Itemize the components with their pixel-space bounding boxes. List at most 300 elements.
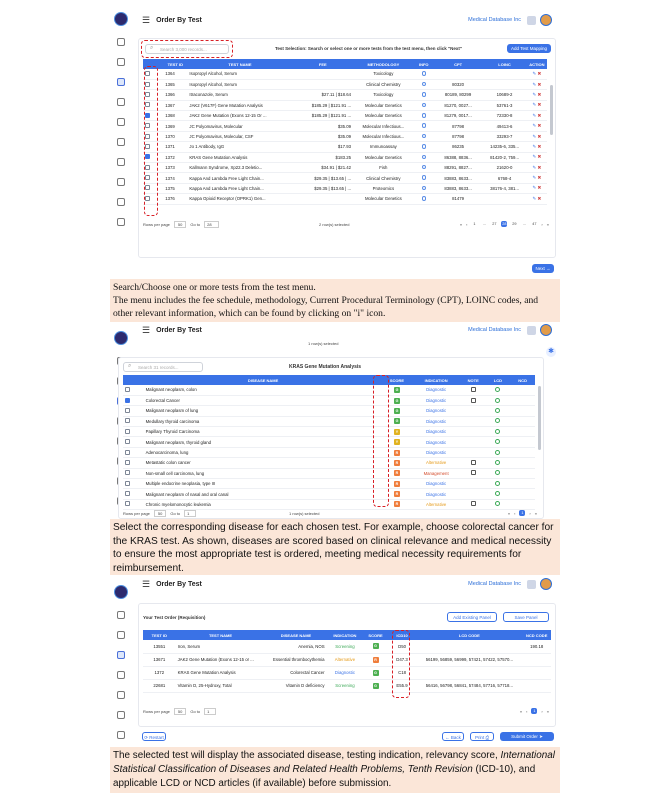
loinc: 38176-4, 381...	[482, 183, 526, 193]
loinc	[482, 194, 526, 204]
column-header[interactable]: METHODOLOGY	[353, 59, 414, 69]
info-cell	[414, 173, 434, 183]
lcd-check-icon[interactable]	[495, 398, 500, 403]
checkbox-cell	[123, 447, 144, 457]
methodology: Molecular Genetics	[353, 152, 414, 162]
ncd-cell	[510, 479, 535, 489]
info-cell	[414, 90, 434, 100]
loinc: 21620-0	[482, 163, 526, 173]
help-icon[interactable]	[117, 218, 125, 226]
info-icon[interactable]	[422, 155, 427, 160]
info-icon[interactable]	[422, 196, 427, 201]
reports-icon[interactable]	[117, 691, 125, 699]
add-test-mapping-button[interactable]: Add Test Mapping	[507, 44, 551, 53]
ncd-code: 190.18	[522, 640, 551, 653]
fee: $185.29 | $121.91 ...	[292, 111, 353, 121]
lcd-check-icon[interactable]	[495, 470, 500, 475]
column-header[interactable]: SCORE	[383, 375, 412, 385]
disease-search-input[interactable]: ⌕ Search 31 records...	[123, 362, 203, 372]
row-checkbox[interactable]	[125, 387, 130, 392]
row-checkbox[interactable]	[125, 429, 130, 434]
loinc: 81420-2, 759...	[482, 152, 526, 162]
first-page-icon[interactable]: «	[459, 221, 463, 227]
edit-icon[interactable]: ✎	[532, 70, 538, 76]
info-cell	[414, 142, 434, 152]
row-checkbox[interactable]	[125, 501, 130, 506]
lcd-check-icon[interactable]	[495, 418, 500, 423]
lcd-check-icon[interactable]	[495, 408, 500, 413]
info-cell	[414, 69, 434, 79]
delete-icon[interactable]: ✖	[537, 164, 542, 170]
edit-icon[interactable]: ✎	[532, 195, 538, 201]
first-page-icon[interactable]: «	[519, 708, 523, 714]
column-header[interactable]: NOTE	[461, 375, 486, 385]
disease-name: Malignant neoplasm, colon	[144, 385, 383, 395]
table-row[interactable]	[143, 679, 551, 692]
page-1[interactable]: 1	[533, 709, 536, 713]
rows-per-page-select[interactable]: 50	[174, 708, 186, 715]
row-checkbox[interactable]	[125, 450, 130, 455]
column-header[interactable]: LOINC	[482, 59, 526, 69]
indication: Screening	[327, 679, 364, 692]
info-cell	[414, 183, 434, 193]
page-29[interactable]: 29	[512, 222, 517, 226]
info-icon[interactable]	[422, 134, 427, 139]
delete-icon[interactable]: ✖	[537, 102, 542, 108]
lcd-check-icon[interactable]	[495, 460, 500, 465]
lcd-cell	[486, 437, 511, 447]
users-icon[interactable]	[117, 731, 125, 739]
table-row[interactable]	[143, 666, 551, 679]
disease-name: Essential thrombocythemia	[265, 653, 326, 666]
avatar[interactable]	[540, 324, 552, 336]
save-panel-button[interactable]: Save Panel	[503, 612, 549, 622]
disease-name: Anemia, NOS	[265, 640, 326, 653]
note-icon[interactable]	[471, 501, 476, 506]
test-table-card	[138, 38, 556, 258]
last-page-icon[interactable]: »	[534, 510, 537, 516]
action-cell	[527, 90, 547, 100]
search-input[interactable]: ⌕ Search 3,000 records...	[145, 44, 229, 54]
disease-name: Non-small cell carcinoma, lung	[144, 468, 383, 478]
cpt: 81270, 0027...	[434, 100, 482, 110]
table-row[interactable]	[123, 395, 535, 405]
delete-icon[interactable]: ✖	[537, 175, 542, 181]
panel-requisition	[108, 577, 560, 747]
cpt: 86388, 8836...	[434, 152, 482, 162]
test-name: JAK2 Gene Mutation (Exons 12-15 or ...	[176, 653, 266, 666]
lcd-cell	[486, 479, 511, 489]
methodology: Toxicology	[353, 90, 414, 100]
next-page-icon[interactable]: ›	[529, 510, 531, 516]
row-checkbox[interactable]	[125, 418, 130, 423]
table-row[interactable]	[143, 79, 547, 89]
action-cell	[527, 79, 547, 89]
test-id: 22681	[143, 679, 176, 692]
table-row[interactable]	[143, 194, 547, 204]
table-row[interactable]	[143, 131, 547, 141]
rows-per-page	[123, 510, 196, 517]
caption-3-text-2: (ICD-10), and applicable LCD or NCD articles (if available) before submission.	[113, 764, 536, 789]
submit-order-button[interactable]: Submit Order ➤	[500, 732, 554, 741]
edit-icon[interactable]: ✎	[532, 133, 538, 139]
rows-per-page-select[interactable]: 50	[154, 510, 166, 517]
rows-per-page-select[interactable]: 50	[174, 221, 186, 228]
delete-icon[interactable]: ✖	[537, 70, 542, 76]
note-icon[interactable]	[471, 387, 476, 392]
table-row[interactable]	[143, 173, 547, 183]
info-icon[interactable]	[422, 82, 427, 87]
menu-icon[interactable]: ☰	[142, 578, 151, 589]
edit-icon[interactable]: ✎	[532, 175, 538, 181]
row-checkbox[interactable]	[125, 491, 130, 496]
lcd-check-icon[interactable]	[495, 387, 500, 392]
page-1[interactable]: 1	[521, 511, 524, 515]
table-row[interactable]	[143, 183, 547, 193]
table-row[interactable]	[123, 416, 535, 426]
methodology: Clinical Chemistry	[353, 79, 414, 89]
table-row[interactable]	[123, 385, 535, 395]
lcd-cell	[486, 499, 511, 509]
settings-icon[interactable]	[117, 711, 125, 719]
avatar[interactable]	[540, 14, 552, 26]
test-menu-icon[interactable]	[117, 78, 125, 86]
test-name: Kappa Opioid Receptor (OPRK1) Gen...	[187, 194, 292, 204]
page-title: Order By Test	[156, 326, 202, 334]
delete-icon[interactable]: ✖	[537, 123, 542, 129]
test-id: 1374	[163, 173, 187, 183]
table-row[interactable]	[123, 437, 535, 447]
column-header[interactable]: SCORE	[363, 630, 387, 640]
row-checkbox[interactable]	[125, 398, 130, 403]
add-existing-panel-button[interactable]: Add Existing Panel	[447, 612, 497, 622]
checkbox-cell	[123, 395, 144, 405]
table-row[interactable]	[123, 458, 535, 468]
lcd-check-icon[interactable]	[495, 491, 500, 496]
table-row[interactable]	[143, 111, 547, 121]
table-row[interactable]	[143, 69, 547, 79]
section-title: Your Test Order (Requisition)	[143, 615, 206, 620]
table-row[interactable]	[143, 640, 551, 653]
column-header[interactable]: NCD CODE	[522, 630, 551, 640]
column-header[interactable]: ACTION	[527, 59, 547, 69]
column-header[interactable]: TEST ID	[143, 630, 176, 640]
column-header[interactable]: CPT	[434, 59, 482, 69]
info-icon[interactable]	[422, 92, 427, 97]
users-icon[interactable]	[117, 158, 125, 166]
table-row[interactable]	[123, 427, 535, 437]
column-header[interactable]: ICD10	[388, 630, 417, 640]
delete-icon[interactable]: ✖	[537, 195, 542, 201]
notification-icon[interactable]	[527, 16, 536, 25]
scrollbar[interactable]	[538, 386, 541, 450]
last-page-icon[interactable]: »	[546, 708, 549, 714]
table-row[interactable]	[123, 479, 535, 489]
page-title: Order By Test	[156, 16, 202, 24]
test-name: Isopropyl Alcohol, Serum	[187, 79, 292, 89]
column-header[interactable]: NCD	[510, 375, 535, 385]
avatar[interactable]	[540, 578, 552, 590]
table-row[interactable]	[143, 121, 547, 131]
patients-icon[interactable]	[117, 98, 125, 106]
note-icon[interactable]	[471, 398, 476, 403]
methodology: Toxicology	[353, 69, 414, 79]
disease-name: Colorectal Cancer	[144, 395, 383, 405]
page-47[interactable]: 47	[532, 222, 537, 226]
methodology: Proteomics	[353, 183, 414, 193]
pagination	[508, 510, 537, 516]
print-button[interactable]: Print ⎙	[470, 732, 494, 741]
goto-label: Go to	[190, 709, 201, 714]
test-menu-icon[interactable]	[117, 651, 125, 659]
page-28[interactable]: 28	[502, 222, 507, 226]
test-id: 13671	[143, 653, 176, 666]
lcd-check-icon[interactable]	[495, 439, 500, 444]
checkbox-cell	[123, 427, 144, 437]
ncd-cell	[510, 447, 535, 457]
lcd-code: 56199, 56859, 56999, 57421, 57422, 57570...	[416, 653, 522, 666]
column-header[interactable]: DISEASE NAME	[265, 630, 326, 640]
disease-name: Malignant neoplasm of nasal and oral canal	[144, 489, 383, 499]
edit-icon[interactable]: ✎	[532, 143, 538, 149]
caption-step-3	[110, 747, 560, 793]
test-id: 1372	[163, 152, 187, 162]
lcd-cell	[486, 427, 511, 437]
score-badge: G	[374, 670, 377, 675]
test-id: 13551	[143, 640, 176, 653]
column-header[interactable]: FEE	[292, 59, 353, 69]
test-id: 1375	[163, 183, 187, 193]
row-checkbox[interactable]	[125, 470, 130, 475]
lcd-check-icon[interactable]	[495, 450, 500, 455]
info-icon[interactable]	[422, 186, 427, 191]
reports-icon[interactable]	[117, 118, 125, 126]
column-header[interactable]: INDICATION	[327, 630, 364, 640]
checkbox-cell	[123, 437, 144, 447]
test-id: 1376	[163, 194, 187, 204]
note-icon[interactable]	[471, 470, 476, 475]
edit-icon[interactable]: ✎	[532, 102, 538, 108]
expand-icon[interactable]: ✱	[546, 347, 556, 357]
row-checkbox[interactable]	[125, 439, 130, 444]
selected-count: 2 row(s) selected	[319, 222, 350, 227]
lcd-code	[416, 666, 522, 679]
settings-icon[interactable]	[117, 138, 125, 146]
test-id: 1369	[163, 121, 187, 131]
disease-name: Adenocarcinoma, lung	[144, 447, 383, 457]
lcd-check-icon[interactable]	[495, 501, 500, 506]
brand-link[interactable]: Medical Database Inc	[468, 581, 521, 587]
edit-icon[interactable]: ✎	[532, 185, 538, 191]
test-name: JAK2 Gene Mutation (Exons 12-15 Or ...	[187, 111, 292, 121]
table-row[interactable]	[143, 653, 551, 666]
checkbox-highlight	[144, 66, 158, 216]
row-checkbox[interactable]	[125, 408, 130, 413]
row-checkbox[interactable]	[125, 481, 130, 486]
requisition-card	[138, 603, 556, 727]
table-row[interactable]	[143, 90, 547, 100]
caption-step-1: Search/Choose one or more tests from the test menu. The menu includes the fee schedule, methodology, Current Procedural Terminology (CPT), LOINC codes, and other relevant information, which can be found by clicking on "i" icon.	[110, 279, 560, 322]
column-header[interactable]: TEST NAME	[176, 630, 266, 640]
page-1[interactable]: 1	[473, 222, 476, 226]
page-27[interactable]: 27	[492, 222, 497, 226]
notification-icon[interactable]	[527, 580, 536, 589]
menu-icon[interactable]: ☰	[142, 324, 151, 335]
search-highlight	[141, 40, 233, 58]
column-header[interactable]: INDICATION	[411, 375, 460, 385]
page-...[interactable]: ...	[482, 222, 486, 226]
next-page-icon[interactable]: ›	[541, 708, 543, 714]
table-row[interactable]	[143, 152, 547, 162]
brand-link[interactable]: Medical Database Inc	[468, 327, 521, 333]
table-row[interactable]	[143, 142, 547, 152]
lcd-cell	[486, 489, 511, 499]
delete-icon[interactable]: ✖	[537, 143, 542, 149]
first-page-icon[interactable]: «	[507, 510, 511, 516]
restart-button[interactable]: ⟳ Restart	[142, 732, 166, 741]
score-cell	[363, 679, 387, 692]
info-icon[interactable]	[422, 113, 427, 118]
goto-input[interactable]: 28	[204, 221, 218, 228]
prev-page-icon[interactable]: ‹	[514, 510, 516, 516]
home-icon[interactable]	[117, 611, 125, 619]
column-header[interactable]: LCD CODE	[416, 630, 522, 640]
test-id: 1372	[143, 666, 176, 679]
column-header[interactable]: LCD	[486, 375, 511, 385]
table-row[interactable]	[123, 489, 535, 499]
delete-icon[interactable]: ✖	[537, 81, 542, 87]
notification-icon[interactable]	[527, 326, 536, 335]
methodology: Fish	[353, 163, 414, 173]
test-id: 1367	[163, 100, 187, 110]
fee: $183.25	[292, 152, 353, 162]
scrollbar[interactable]	[550, 85, 553, 135]
action-cell	[527, 69, 547, 79]
column-header[interactable]: TEST NAME	[187, 59, 292, 69]
cpt: 83883, 8633...	[434, 183, 482, 193]
cpt: 86235	[434, 142, 482, 152]
next-page-icon[interactable]: ›	[541, 221, 543, 227]
delete-icon[interactable]: ✖	[537, 112, 542, 118]
note-cell	[461, 385, 486, 395]
delete-icon[interactable]: ✖	[537, 185, 542, 191]
edit-icon[interactable]: ✎	[532, 81, 538, 87]
goto-input[interactable]: 1	[184, 510, 196, 517]
documents-icon[interactable]	[117, 198, 125, 206]
lcd-check-icon[interactable]	[495, 481, 500, 486]
edit-icon[interactable]: ✎	[532, 164, 538, 170]
table-row[interactable]	[123, 406, 535, 416]
indication: Management	[411, 468, 460, 478]
last-page-icon[interactable]: »	[546, 221, 549, 227]
note-icon[interactable]	[471, 460, 476, 465]
score-badge: R	[395, 450, 399, 455]
test-id: 1365	[163, 79, 187, 89]
orders-icon[interactable]	[117, 58, 125, 66]
test-id: 1366	[163, 90, 187, 100]
fee: $29.35 | $13.65 | ...	[292, 183, 353, 193]
fee: $27.11 | $18.64	[292, 90, 353, 100]
info-icon[interactable]	[422, 165, 427, 170]
patients-icon[interactable]	[117, 671, 125, 679]
score-badge: R	[395, 460, 399, 465]
rows-per-page-label: Rows per page	[123, 511, 150, 516]
ncd-cell	[510, 416, 535, 426]
page-...[interactable]: ...	[522, 222, 526, 226]
table-row[interactable]	[123, 499, 535, 509]
edit-icon[interactable]: ✎	[532, 154, 538, 160]
delete-icon[interactable]: ✖	[537, 91, 542, 97]
score-badge: Y	[395, 429, 399, 434]
rows-per-page	[143, 708, 216, 715]
fee: $35.09	[292, 121, 353, 131]
info-icon[interactable]	[422, 103, 427, 108]
info-icon[interactable]	[422, 175, 427, 180]
edit-icon[interactable]: ✎	[532, 112, 538, 118]
column-header[interactable]: INFO	[414, 59, 434, 69]
brand-link[interactable]: Medical Database Inc	[468, 17, 521, 23]
methodology: Molecular Infectious...	[353, 121, 414, 131]
icd10-code: D47.3	[388, 653, 417, 666]
score-badge: R	[395, 471, 399, 476]
edit-icon[interactable]: ✎	[532, 123, 538, 129]
column-header[interactable]: DISEASE NAME	[144, 375, 383, 385]
info-icon[interactable]	[422, 71, 427, 76]
column-header[interactable]	[123, 375, 144, 385]
fee	[292, 194, 353, 204]
delete-icon[interactable]: ✖	[537, 154, 542, 160]
menu-icon[interactable]: ☰	[142, 14, 151, 25]
test-name: JC Polyomavirus, Molecular, CSF	[187, 131, 292, 141]
methodology: Immunoassay	[353, 142, 414, 152]
info-icon[interactable]	[422, 123, 427, 128]
top-bar	[108, 577, 560, 591]
cpt	[434, 69, 482, 79]
disease-name: Medullary thyroid carcinoma	[144, 416, 383, 426]
table-row[interactable]	[123, 447, 535, 457]
table-row[interactable]	[123, 468, 535, 478]
billing-icon[interactable]	[117, 178, 125, 186]
back-button[interactable]: ← Back	[442, 732, 464, 741]
indication: Diagnostic	[411, 427, 460, 437]
table-row[interactable]	[143, 163, 547, 173]
column-header[interactable]: TEST ID	[163, 59, 187, 69]
row-checkbox[interactable]	[125, 460, 130, 465]
test-id: 1373	[163, 163, 187, 173]
ncd-cell	[510, 468, 535, 478]
prev-page-icon[interactable]: ‹	[526, 708, 528, 714]
note-cell	[461, 447, 486, 457]
info-cell	[414, 163, 434, 173]
score-badge: G	[395, 398, 399, 403]
cpt: 81479	[434, 194, 482, 204]
methodology: Clinical Chemistry	[353, 173, 414, 183]
disease-name: Metastatic colon cancer	[144, 458, 383, 468]
home-icon[interactable]	[117, 38, 125, 46]
prev-page-icon[interactable]: ‹	[466, 221, 468, 227]
table-row[interactable]	[143, 100, 547, 110]
next-button[interactable]: Next →	[532, 264, 554, 273]
score-badge: R	[374, 657, 377, 662]
goto-input[interactable]: 1	[204, 708, 216, 715]
orders-icon[interactable]	[117, 631, 125, 639]
delete-icon[interactable]: ✖	[537, 133, 542, 139]
lcd-check-icon[interactable]	[495, 429, 500, 434]
top-bar	[108, 8, 560, 32]
info-icon[interactable]	[422, 144, 427, 149]
checkbox-cell	[123, 468, 144, 478]
edit-icon[interactable]: ✎	[532, 91, 538, 97]
